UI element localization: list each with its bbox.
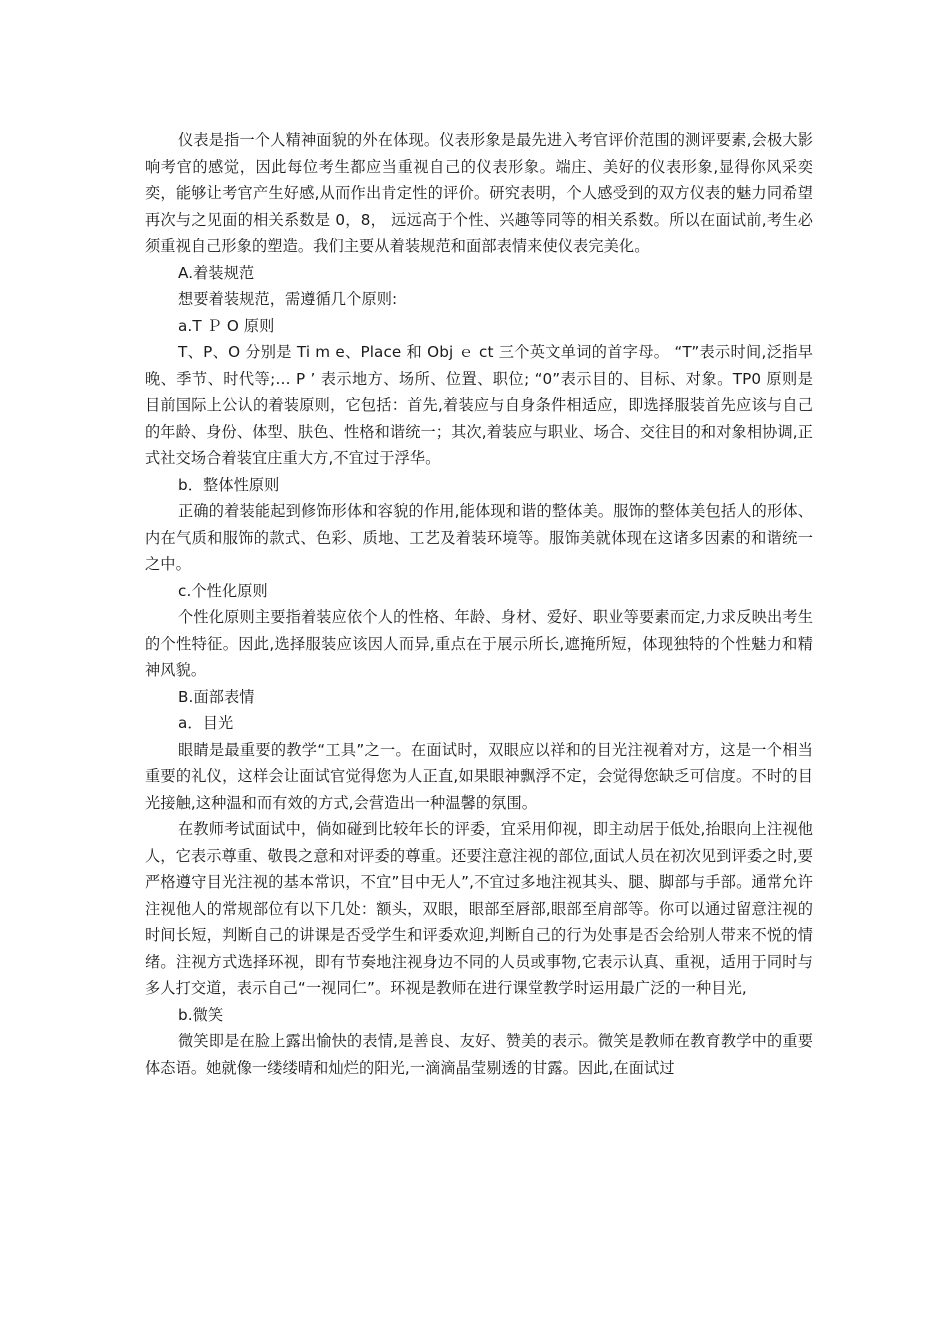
paragraph-smile: 微笑即是在脸上露出愉快的表情,是善良、友好、赞美的表示。微笑是教师在教育教学中的重要体态语。她就像一缕缕晴和灿烂的阳光,一滴滴晶莹剔透的甘露。因此,在面试过 bbox=[145, 1032, 813, 1077]
heading-dress-code: A.着装规范 bbox=[178, 263, 255, 282]
heading-integrity-principle: b．整体性原则 bbox=[178, 475, 280, 494]
heading-personalization-principle: c.个性化原则 bbox=[178, 581, 268, 600]
paragraph-integrity-principle: 正确的着装能起到修饰形体和容貌的作用,能体现和谐的整体美。服饰的整体美包括人的形体、内在气质和服饰的款式、色彩、质地、工艺及着装环境等。服饰美就体现在这诸多因素的和谐统一之中。 bbox=[145, 502, 813, 573]
paragraph-gaze-in-interview: 在教师考试面试中，倘如碰到比较年长的评委，宜采用仰视，即主动居于低处,抬眼向上注视他人，它表示尊重、敬畏之意和对评委的尊重。还要注意注视的部位,面试人员在初次见到评委之时,要严格遵守目光注视的基本常识，不宜”目中无人”,不宜过多地注视其头、腿、脚部与手部。通常允许注视他人的常规部位有以下几处：额头，双眼，眼部至唇部,眼部至肩部等。你可以通过留意注视的时间长短，判断自己的讲课是否受学生和评委欢迎,判断自己的行为处事是否会给别人带来不悦的情绪。注视方式选择环视，即有节奏地注视身边不同的人员或事物,它表示认真、重视，适用于同时与多人打交道，表示自己“一视同仁”。环视是教师在进行课堂教学时运用最广泛的一种目光, bbox=[145, 820, 813, 997]
paragraph-gaze-importance: 眼睛是最重要的教学“工具”之一。在面试时，双眼应以祥和的目光注视着对方，这是一个相当重要的礼仪，这样会让面试官觉得您为人正直,如果眼神飘浮不定，会觉得您缺乏可信度。不时的目光接触,这种温和而有效的方式,会营造出一种温馨的氛围。 bbox=[145, 740, 813, 812]
heading-gaze: a．目光 bbox=[178, 714, 234, 732]
heading-facial-expression: B.面部表情 bbox=[178, 687, 255, 706]
document-body bbox=[145, 127, 813, 1081]
paragraph-personalization-principle: 个性化原则主要指着装应依个人的性格、年龄、身材、爱好、职业等要素而定,力求反映出考生的个性特征。因此,选择服装应该因人而异,重点在于展示所长,遮掩所短，体现独特的个性魅力和精神风貌。 bbox=[145, 608, 813, 679]
heading-tpo-principle: a.T Ｐ O 原则 bbox=[178, 316, 275, 335]
paragraph-appearance-intro: 仪表是指一个人精神面貌的外在体现。仪表形象是最先进入考官评价范围的测评要素,会极大影响考官的感觉，因此每位考生都应当重视自己的仪表形象。端庄、美好的仪表形象,显得你风采奕奕，能够让考官产生好感,从而作出肯定性的评价。研究表明，个人感受到的双方仪表的魅力同希望再次与之见面的相关系数是 0，8， 远远高于个性、兴趣等同等的相关系数。所以在面试前,考生必须重视自己形象的塑造。我们主要从着装规范和面部表情来使仪表完美化。 bbox=[145, 131, 813, 255]
heading-smile: b.微笑 bbox=[178, 1005, 224, 1024]
paragraph-principles-lead: 想要着装规范，需遵循几个原则: bbox=[178, 290, 398, 308]
paragraph-tpo-principle: T、P、O 分别是 Ti m e、Place 和 Obj ｅ ct 三个英文单词的首字母。 “T”表示时间,泛指早晚、季节、时代等;… P ’ 表示地方、场所、位置、职位; “0”表示目的、目标、对象。TP0 原则是目前国际上公认的着装原则，它包括：首先,着装应与自身条件相适应，即选择服装首先应该与自己的年龄、身份、体型、肤色、性格和谐统一；其次,着装应与职业、场合、交往目的和对象相协调,正式社交场合着装宜庄重大方,不宜过于浮华。 bbox=[145, 343, 813, 467]
